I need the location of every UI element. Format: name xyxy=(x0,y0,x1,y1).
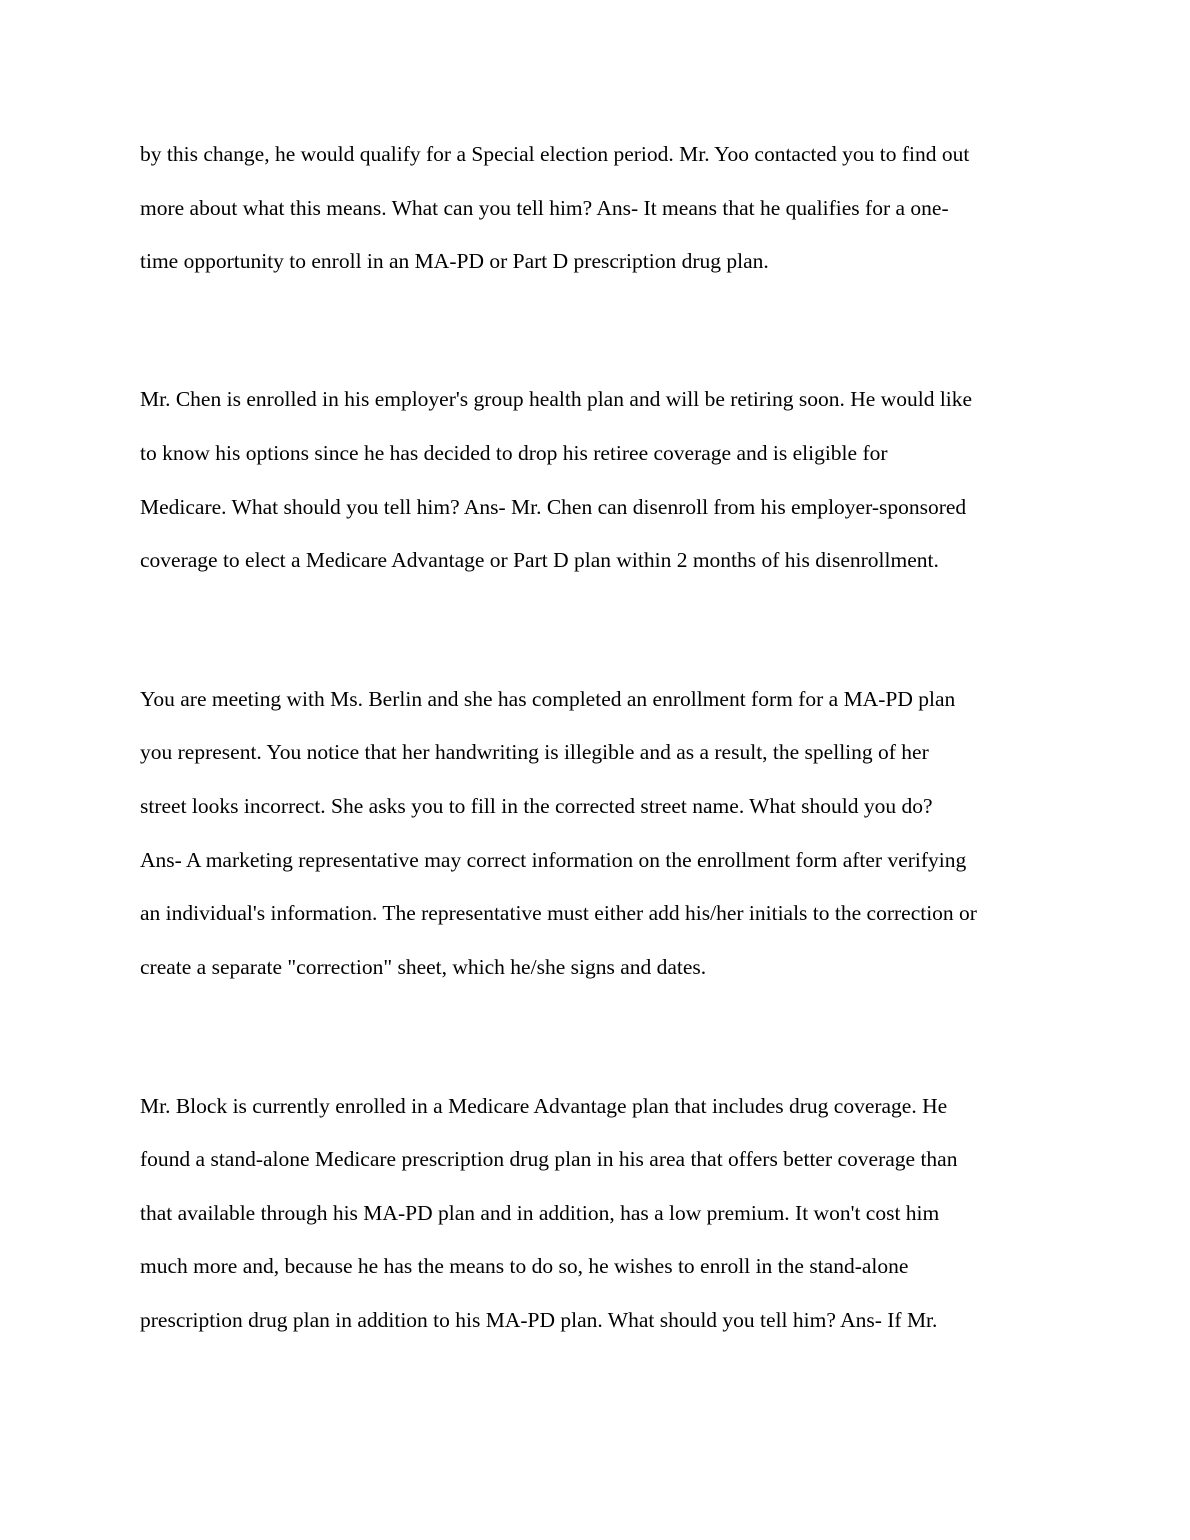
text-line: an individual's information. The representative must either add his/her initials to the correction or xyxy=(140,901,977,925)
text-line: found a stand-alone Medicare prescription drug plan in his area that offers better coverage than xyxy=(140,1147,958,1171)
text-line: to know his options since he has decided to drop his retiree coverage and is eligible for xyxy=(140,441,888,465)
text-line: coverage to elect a Medicare Advantage or Part D plan within 2 months of his disenrollment. xyxy=(140,548,939,572)
text-line: prescription drug plan in addition to his MA-PD plan. What should you tell him? Ans- If Mr. xyxy=(140,1308,938,1332)
text-line: more about what this means. What can you tell him? Ans- It means that he qualifies for a one- xyxy=(140,196,949,220)
text-line: you represent. You notice that her handwriting is illegible and as a result, the spelling of her xyxy=(140,740,929,764)
text-line: Medicare. What should you tell him? Ans- Mr. Chen can disenroll from his employer-sponsored xyxy=(140,495,967,519)
text-line: much more and, because he has the means to do so, he wishes to enroll in the stand-alone xyxy=(140,1254,909,1278)
text-line: create a separate "correction" sheet, which he/she signs and dates. xyxy=(140,955,707,979)
text-line: You are meeting with Ms. Berlin and she has completed an enrollment form for a MA-PD plan xyxy=(140,687,956,711)
text-line: Mr. Block is currently enrolled in a Medicare Advantage plan that includes drug coverage. He xyxy=(140,1094,948,1118)
text-line: Ans- A marketing representative may correct information on the enrollment form after verifying xyxy=(140,848,967,872)
text-line: street looks incorrect. She asks you to fill in the corrected street name. What should you do? xyxy=(140,794,933,818)
text-line: by this change, he would qualify for a Special election period. Mr. Yoo contacted you to find out xyxy=(140,142,970,166)
text-line: Mr. Chen is enrolled in his employer's group health plan and will be retiring soon. He would like xyxy=(140,387,973,411)
text-line: time opportunity to enroll in an MA-PD or Part D prescription drug plan. xyxy=(140,249,769,273)
text-line: that available through his MA-PD plan and in addition, has a low premium. It won't cost him xyxy=(140,1201,940,1225)
